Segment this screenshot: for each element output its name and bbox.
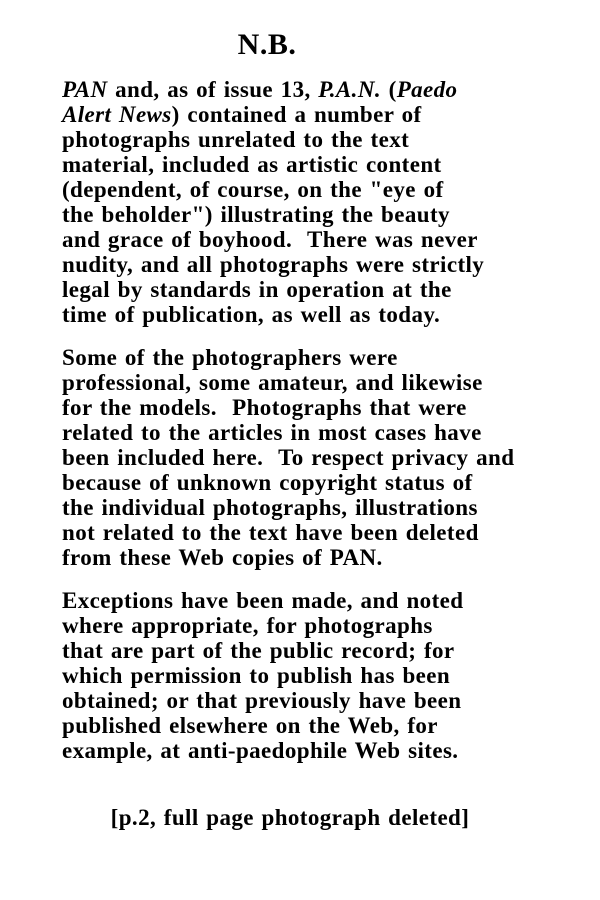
text-run: and, as of issue 13, [107,77,319,102]
paragraph-line [62,77,582,102]
paragraph-line: because of unknown copyright status of [62,470,473,495]
paragraph-line: professional, some amateur, and likewise [62,370,483,395]
paragraph-3 [62,588,582,763]
text-run: ( [380,77,397,102]
paragraph-line: time of publication, as well as today. [62,302,441,327]
italic-text: Paedo [396,77,458,102]
text-run: ) contained a number of [171,102,422,127]
paragraph-line: nudity, and all photographs were strictly [62,252,485,277]
italic-text: PAN [62,77,108,102]
paragraph-line: and grace of boyhood. There was never [62,227,478,252]
footer-note: [p.2, full page photograph deleted] [110,805,470,830]
body-text [62,77,582,763]
paragraph-line: example, at anti-paedophile Web sites. [62,738,459,763]
paragraph-line: photographs unrelated to the text [62,127,410,152]
paragraph-line: been included here. To respect privacy and [62,445,515,470]
paragraph-1 [62,77,582,327]
paragraph-line: published elsewhere on the Web, for [62,713,438,738]
italic-text: Alert News [62,102,172,127]
paragraph-line: Exceptions have been made, and noted [62,588,464,613]
paragraph-line: (dependent, of course, on the "eye of [62,177,444,202]
paragraph-line [62,102,582,127]
paragraph-2 [62,345,582,570]
paragraph-line: not related to the text have been deleted [62,520,479,545]
paragraph-line: which permission to publish has been [62,663,451,688]
paragraph-line: from these Web copies of PAN. [62,545,383,570]
paragraph-line: legal by standards in operation at the [62,277,452,302]
italic-text: P.A.N. [318,77,381,102]
paragraph-line: Some of the photographers were [62,345,398,370]
paragraph-line: where appropriate, for photographs [62,613,433,638]
paragraph-line: the individual photographs, illustrations [62,495,478,520]
paragraph-line: that are part of the public record; for [62,638,455,663]
paragraph-line: material, included as artistic content [62,152,442,177]
paragraph-line: the beholder") illustrating the beauty [62,202,450,227]
paragraph-line: related to the articles in most cases have [62,420,482,445]
paragraph-line: for the models. Photographs that were [62,395,467,420]
paragraph-line: obtained; or that previously have been [62,688,462,713]
page-title: N.B. [237,28,297,61]
